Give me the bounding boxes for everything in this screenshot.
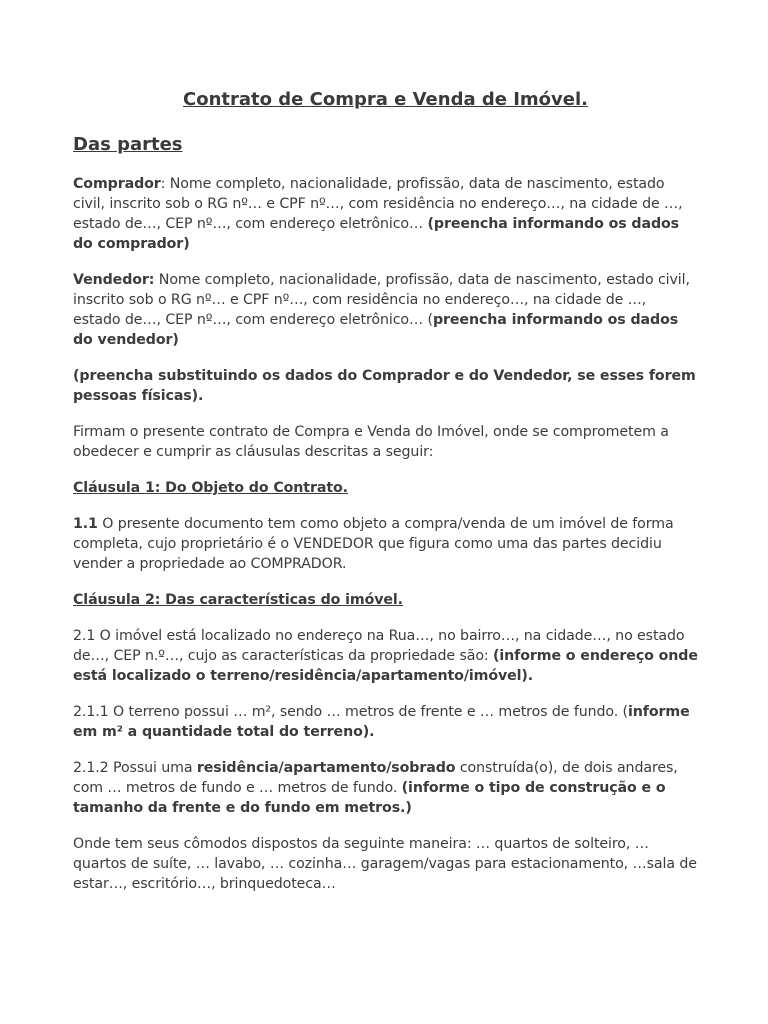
clause-2-1-2-paragraph: [73, 758, 698, 818]
clause-2-1-note: (informe o endereço onde está localizado o terreno/residência/apartamento/imóvel).: [73, 648, 698, 684]
clause-1-1-number: 1.1: [73, 516, 98, 532]
clause-2-1-2-text-b: construída(o), de dois andares, com … metros de fundo e … metros de fundo.: [73, 760, 678, 796]
clause-2-1-1-text: 2.1.1 O terreno possui … m², sendo … metros de frente e … metros de fundo. (: [73, 704, 628, 720]
clause-1-1-text: O presente documento tem como objeto a compra/venda de um imóvel de forma completa, cujo proprietário é o VENDEDOR que figura como uma das partes decidiu vender a propriedade ao COMPRADOR.: [73, 516, 674, 572]
clause-1-title: [73, 478, 698, 498]
buyer-text: : Nome completo, nacionalidade, profissão, data de nascimento, estado civil, inscrito sob o RG nº… e CPF nº…, com residência no endereço…, na cidade de …, estado de…, CEP nº…, com endereço eletrônico…: [73, 176, 683, 232]
substitute-note: (preencha substituindo os dados do Comprador e do Vendedor, se esses forem pessoas físicas).: [73, 368, 696, 404]
seller-text: Nome completo, nacionalidade, profissão, data de nascimento, estado civil, inscrito sob o RG nº… e CPF nº…, com residência no endereço…, na cidade de …, estado de…, CEP nº…, com endereço eletrônico… (: [73, 272, 690, 328]
clause-2-title: [73, 590, 698, 610]
intro-paragraph: Firmam o presente contrato de Compra e Venda do Imóvel, onde se comprometem a obedecer e cumprir as cláusulas descritas a seguir:: [73, 424, 669, 460]
buyer-note: (preencha informando os dados do comprador): [73, 216, 680, 252]
document-title: Contrato de Compra e Venda de Imóvel.: [183, 89, 588, 110]
buyer-label: Comprador: [73, 176, 161, 192]
seller-paragraph: [73, 270, 698, 350]
clause-1-1-paragraph: [73, 514, 698, 574]
clause-2-1-2-note: (informe o tipo de construção e o tamanho da frente e do fundo em metros.): [73, 780, 666, 816]
clause-2-title-text: Cláusula 2: Das características do imóvel.: [73, 592, 403, 608]
seller-note: preencha informando os dados do vendedor): [73, 312, 679, 348]
clause-1-title-text: Cláusula 1: Do Objeto do Contrato.: [73, 480, 348, 496]
buyer-paragraph: [73, 174, 698, 254]
clause-2-1-paragraph: [73, 626, 698, 686]
seller-label: Vendedor:: [73, 272, 155, 288]
clause-2-1-1-note: informe em m² a quantidade total do terreno).: [73, 704, 690, 740]
clause-2-1-text: 2.1 O imóvel está localizado no endereço na Rua…, no bairro…, na cidade…, no estado de…, CEP n.º…, cujo as características da propriedade são:: [73, 628, 685, 664]
clause-2-1-1-paragraph: [73, 702, 698, 742]
clause-2-1-2-text-a: 2.1.2 Possui uma: [73, 760, 197, 776]
rooms-paragraph: Onde tem seus cômodos dispostos da seguinte maneira: … quartos de solteiro, … quartos de suíte, … lavabo, … cozinha… garagem/vagas para estacionamento, …sala de estar…, escritório…, brinquedoteca…: [73, 836, 697, 892]
clause-2-1-2-bold: residência/apartamento/sobrado: [196, 760, 456, 776]
section-title-parties: Das partes: [73, 134, 183, 155]
